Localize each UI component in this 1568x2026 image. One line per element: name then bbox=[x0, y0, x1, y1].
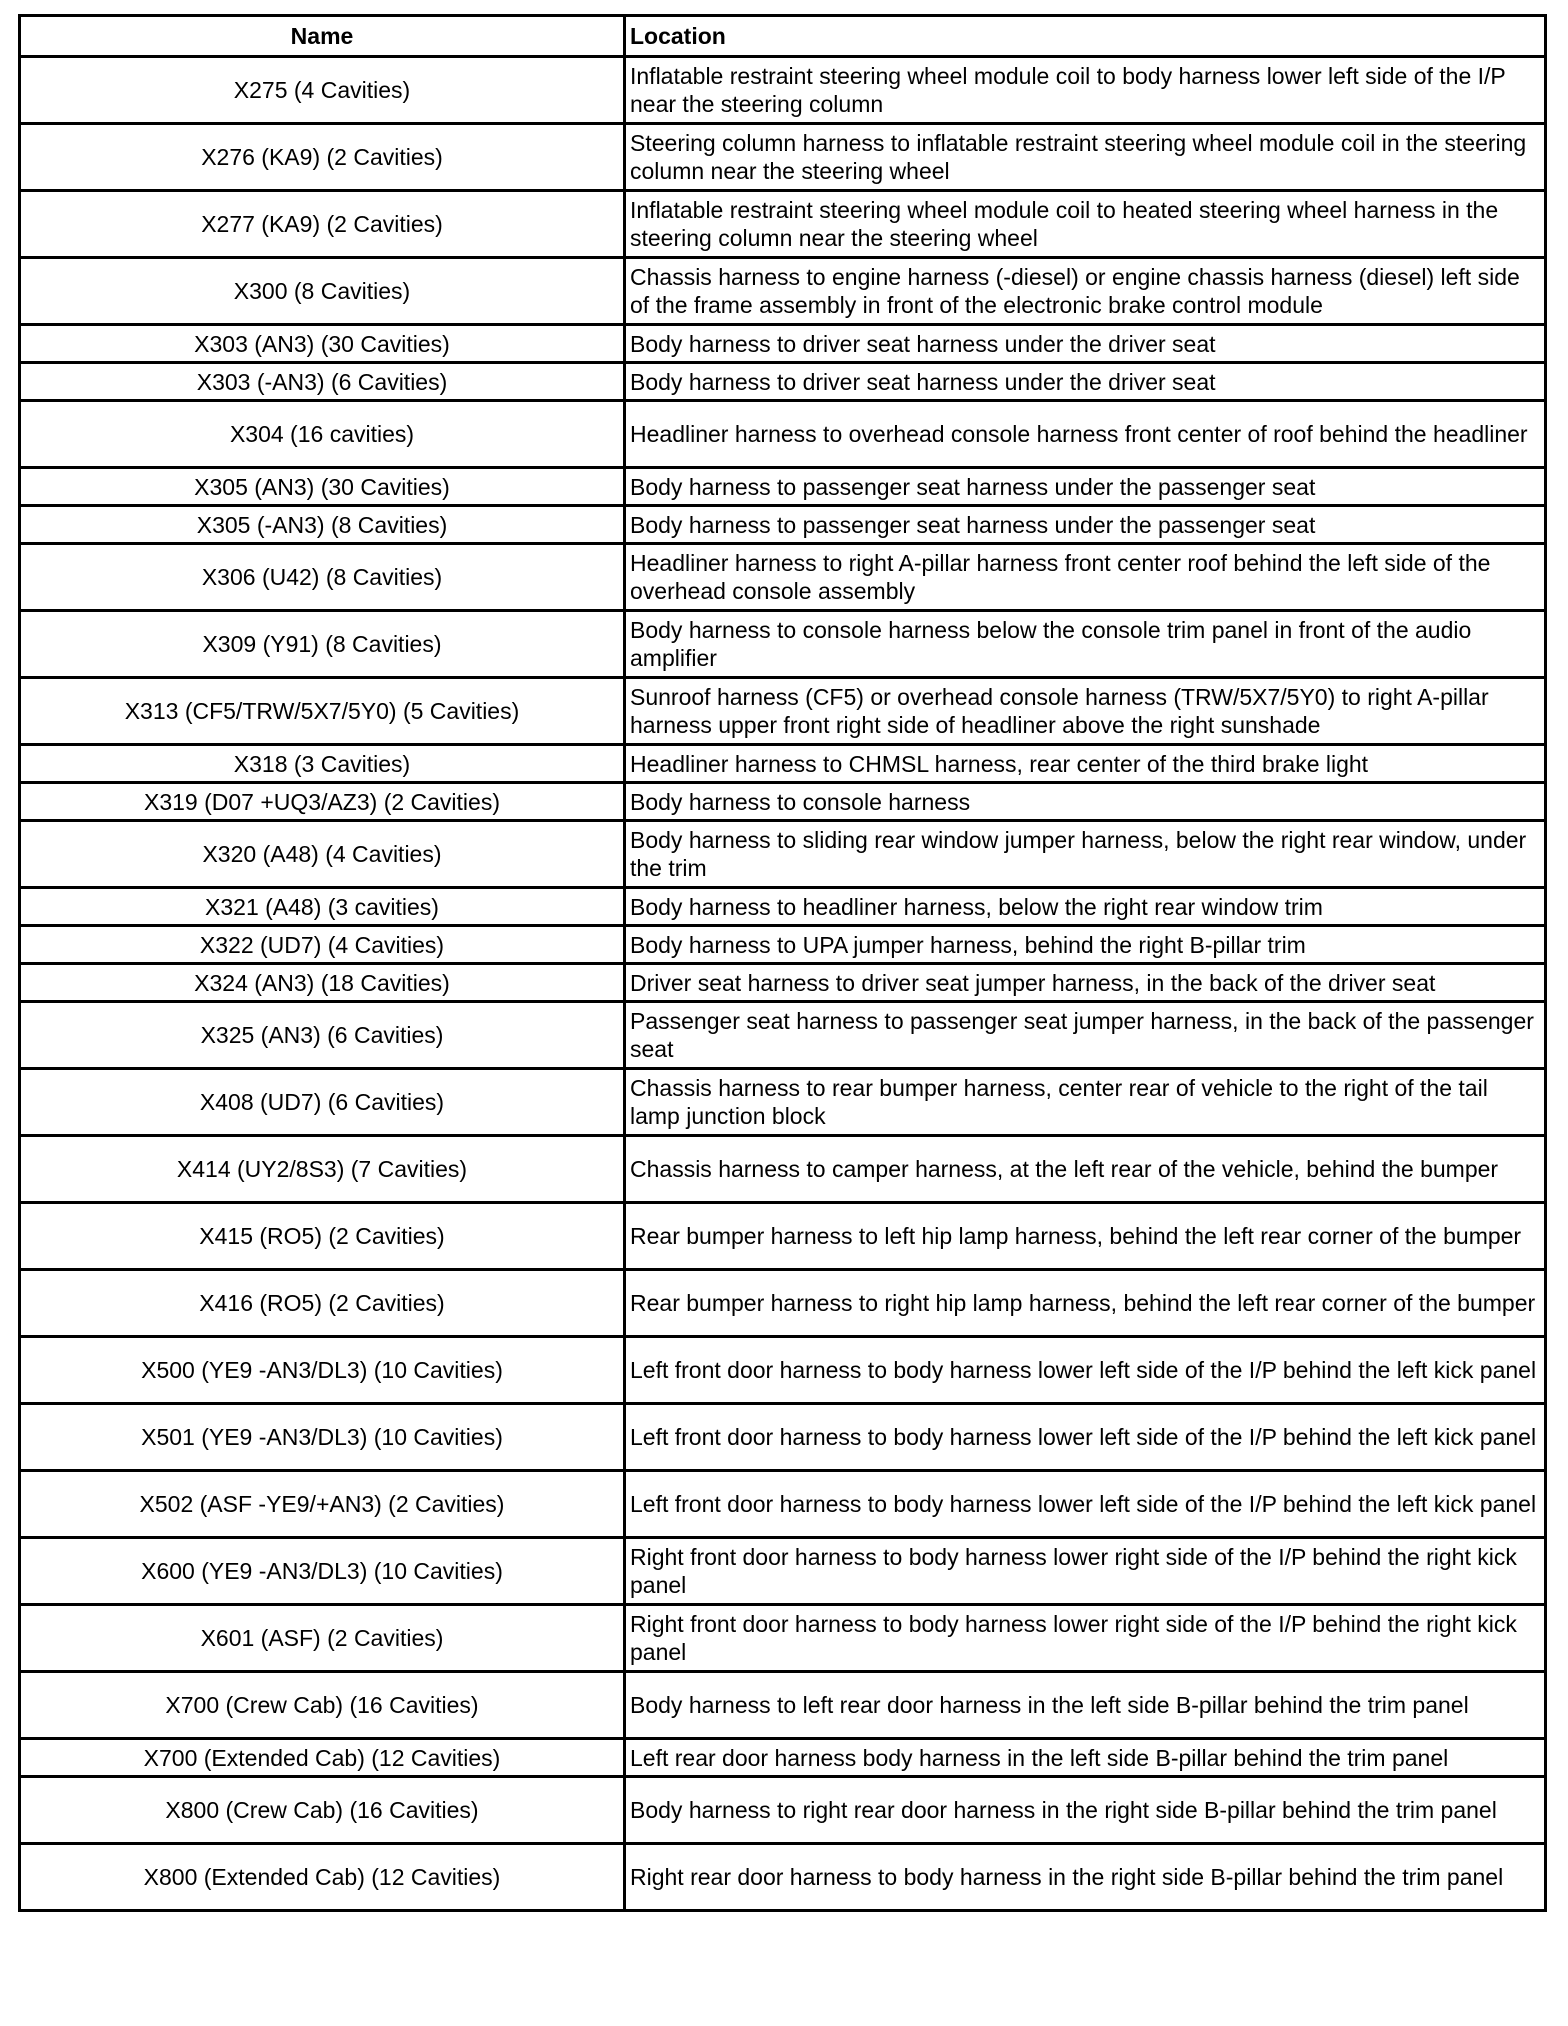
connector-location: Body harness to driver seat harness under the driver seat bbox=[625, 363, 1546, 401]
table-row bbox=[20, 1471, 1546, 1538]
table-row bbox=[20, 1844, 1546, 1911]
table-row bbox=[20, 1605, 1546, 1672]
connector-location: Steering column harness to inflatable restraint steering wheel module coil in the steering column near the steering wheel bbox=[625, 124, 1546, 191]
connector-location: Rear bumper harness to right hip lamp harness, behind the left rear corner of the bumper bbox=[625, 1270, 1546, 1337]
connector-name: X320 (A48) (4 Cavities) bbox=[20, 821, 625, 888]
table-row bbox=[20, 325, 1546, 363]
connector-name: X313 (CF5/TRW/5X7/5Y0) (5 Cavities) bbox=[20, 678, 625, 745]
connector-name: X325 (AN3) (6 Cavities) bbox=[20, 1002, 625, 1069]
connector-location-sheet bbox=[18, 14, 1544, 1912]
connector-name: X305 (-AN3) (8 Cavities) bbox=[20, 506, 625, 544]
connector-name: X414 (UY2/8S3) (7 Cavities) bbox=[20, 1136, 625, 1203]
table-row bbox=[20, 124, 1546, 191]
connector-name: X700 (Extended Cab) (12 Cavities) bbox=[20, 1739, 625, 1777]
connector-name: X800 (Extended Cab) (12 Cavities) bbox=[20, 1844, 625, 1911]
table-row bbox=[20, 258, 1546, 325]
table-row bbox=[20, 1538, 1546, 1605]
connector-name: X408 (UD7) (6 Cavities) bbox=[20, 1069, 625, 1136]
connector-name: X321 (A48) (3 cavities) bbox=[20, 888, 625, 926]
table-row bbox=[20, 363, 1546, 401]
table-row bbox=[20, 1069, 1546, 1136]
table-row bbox=[20, 1136, 1546, 1203]
table-row bbox=[20, 888, 1546, 926]
connector-location: Chassis harness to camper harness, at the left rear of the vehicle, behind the bumper bbox=[625, 1136, 1546, 1203]
connector-name: X501 (YE9 -AN3/DL3) (10 Cavities) bbox=[20, 1404, 625, 1471]
connector-location: Body harness to left rear door harness in the left side B-pillar behind the trim panel bbox=[625, 1672, 1546, 1739]
connector-location: Body harness to driver seat harness under the driver seat bbox=[625, 325, 1546, 363]
column-header-location: Location bbox=[625, 16, 1546, 57]
connector-location: Headliner harness to CHMSL harness, rear center of the third brake light bbox=[625, 745, 1546, 783]
table-row bbox=[20, 926, 1546, 964]
table-row bbox=[20, 611, 1546, 678]
connector-name: X601 (ASF) (2 Cavities) bbox=[20, 1605, 625, 1672]
connector-name: X276 (KA9) (2 Cavities) bbox=[20, 124, 625, 191]
connector-name: X416 (RO5) (2 Cavities) bbox=[20, 1270, 625, 1337]
table-row bbox=[20, 57, 1546, 124]
column-header-name: Name bbox=[20, 16, 625, 57]
table-row bbox=[20, 821, 1546, 888]
connector-location: Body harness to passenger seat harness under the passenger seat bbox=[625, 506, 1546, 544]
connector-name: X300 (8 Cavities) bbox=[20, 258, 625, 325]
connector-name: X324 (AN3) (18 Cavities) bbox=[20, 964, 625, 1002]
connector-location: Left front door harness to body harness lower left side of the I/P behind the left kick panel bbox=[625, 1404, 1546, 1471]
connector-name: X800 (Crew Cab) (16 Cavities) bbox=[20, 1777, 625, 1844]
connector-name: X303 (AN3) (30 Cavities) bbox=[20, 325, 625, 363]
table-row bbox=[20, 1270, 1546, 1337]
connector-location: Body harness to console harness below the console trim panel in front of the audio amplifier bbox=[625, 611, 1546, 678]
connector-location: Body harness to console harness bbox=[625, 783, 1546, 821]
connector-name: X500 (YE9 -AN3/DL3) (10 Cavities) bbox=[20, 1337, 625, 1404]
connector-name: X600 (YE9 -AN3/DL3) (10 Cavities) bbox=[20, 1538, 625, 1605]
table-row bbox=[20, 964, 1546, 1002]
table-row bbox=[20, 1002, 1546, 1069]
connector-location: Left rear door harness body harness in the left side B-pillar behind the trim panel bbox=[625, 1739, 1546, 1777]
connector-location: Body harness to headliner harness, below the right rear window trim bbox=[625, 888, 1546, 926]
connector-name: X304 (16 cavities) bbox=[20, 401, 625, 468]
table-row bbox=[20, 678, 1546, 745]
table-row bbox=[20, 745, 1546, 783]
connector-location: Right rear door harness to body harness in the right side B-pillar behind the trim panel bbox=[625, 1844, 1546, 1911]
connector-name: X303 (-AN3) (6 Cavities) bbox=[20, 363, 625, 401]
connector-name: X319 (D07 +UQ3/AZ3) (2 Cavities) bbox=[20, 783, 625, 821]
table-row bbox=[20, 191, 1546, 258]
connector-name: X322 (UD7) (4 Cavities) bbox=[20, 926, 625, 964]
connector-location: Right front door harness to body harness lower right side of the I/P behind the right kick panel bbox=[625, 1605, 1546, 1672]
connector-location: Driver seat harness to driver seat jumper harness, in the back of the driver seat bbox=[625, 964, 1546, 1002]
connector-name: X305 (AN3) (30 Cavities) bbox=[20, 468, 625, 506]
connector-location: Body harness to sliding rear window jumper harness, below the right rear window, under the trim bbox=[625, 821, 1546, 888]
connector-name: X309 (Y91) (8 Cavities) bbox=[20, 611, 625, 678]
connector-location: Headliner harness to right A-pillar harness front center roof behind the left side of the overhead console assembly bbox=[625, 544, 1546, 611]
table-row bbox=[20, 468, 1546, 506]
connector-location-table bbox=[18, 14, 1547, 1912]
connector-location: Body harness to passenger seat harness under the passenger seat bbox=[625, 468, 1546, 506]
table-header-row bbox=[20, 16, 1546, 57]
connector-location: Inflatable restraint steering wheel module coil to body harness lower left side of the I/P near the steering column bbox=[625, 57, 1546, 124]
table-row bbox=[20, 1739, 1546, 1777]
connector-location: Chassis harness to rear bumper harness, center rear of vehicle to the right of the tail lamp junction block bbox=[625, 1069, 1546, 1136]
connector-location: Body harness to right rear door harness in the right side B-pillar behind the trim panel bbox=[625, 1777, 1546, 1844]
table-row bbox=[20, 1404, 1546, 1471]
connector-location: Headliner harness to overhead console harness front center of roof behind the headliner bbox=[625, 401, 1546, 468]
table-row bbox=[20, 544, 1546, 611]
connector-location: Inflatable restraint steering wheel module coil to heated steering wheel harness in the steering column near the steering wheel bbox=[625, 191, 1546, 258]
table-row bbox=[20, 1337, 1546, 1404]
connector-name: X700 (Crew Cab) (16 Cavities) bbox=[20, 1672, 625, 1739]
connector-name: X318 (3 Cavities) bbox=[20, 745, 625, 783]
connector-name: X306 (U42) (8 Cavities) bbox=[20, 544, 625, 611]
connector-location: Left front door harness to body harness lower left side of the I/P behind the left kick panel bbox=[625, 1471, 1546, 1538]
table-row bbox=[20, 783, 1546, 821]
table-row bbox=[20, 506, 1546, 544]
connector-location: Rear bumper harness to left hip lamp harness, behind the left rear corner of the bumper bbox=[625, 1203, 1546, 1270]
table-row bbox=[20, 1672, 1546, 1739]
connector-name: X502 (ASF -YE9/+AN3) (2 Cavities) bbox=[20, 1471, 625, 1538]
connector-location: Left front door harness to body harness lower left side of the I/P behind the left kick panel bbox=[625, 1337, 1546, 1404]
table-row bbox=[20, 1777, 1546, 1844]
connector-location: Right front door harness to body harness lower right side of the I/P behind the right kick panel bbox=[625, 1538, 1546, 1605]
table-row bbox=[20, 1203, 1546, 1270]
connector-location: Chassis harness to engine harness (-diesel) or engine chassis harness (diesel) left side of the frame assembly in front of the electronic brake control module bbox=[625, 258, 1546, 325]
table-row bbox=[20, 401, 1546, 468]
connector-name: X275 (4 Cavities) bbox=[20, 57, 625, 124]
connector-name: X277 (KA9) (2 Cavities) bbox=[20, 191, 625, 258]
connector-location: Body harness to UPA jumper harness, behind the right B-pillar trim bbox=[625, 926, 1546, 964]
connector-location: Passenger seat harness to passenger seat jumper harness, in the back of the passenger seat bbox=[625, 1002, 1546, 1069]
connector-location: Sunroof harness (CF5) or overhead console harness (TRW/5X7/5Y0) to right A-pillar harness upper front right side of headliner above the right sunshade bbox=[625, 678, 1546, 745]
connector-name: X415 (RO5) (2 Cavities) bbox=[20, 1203, 625, 1270]
